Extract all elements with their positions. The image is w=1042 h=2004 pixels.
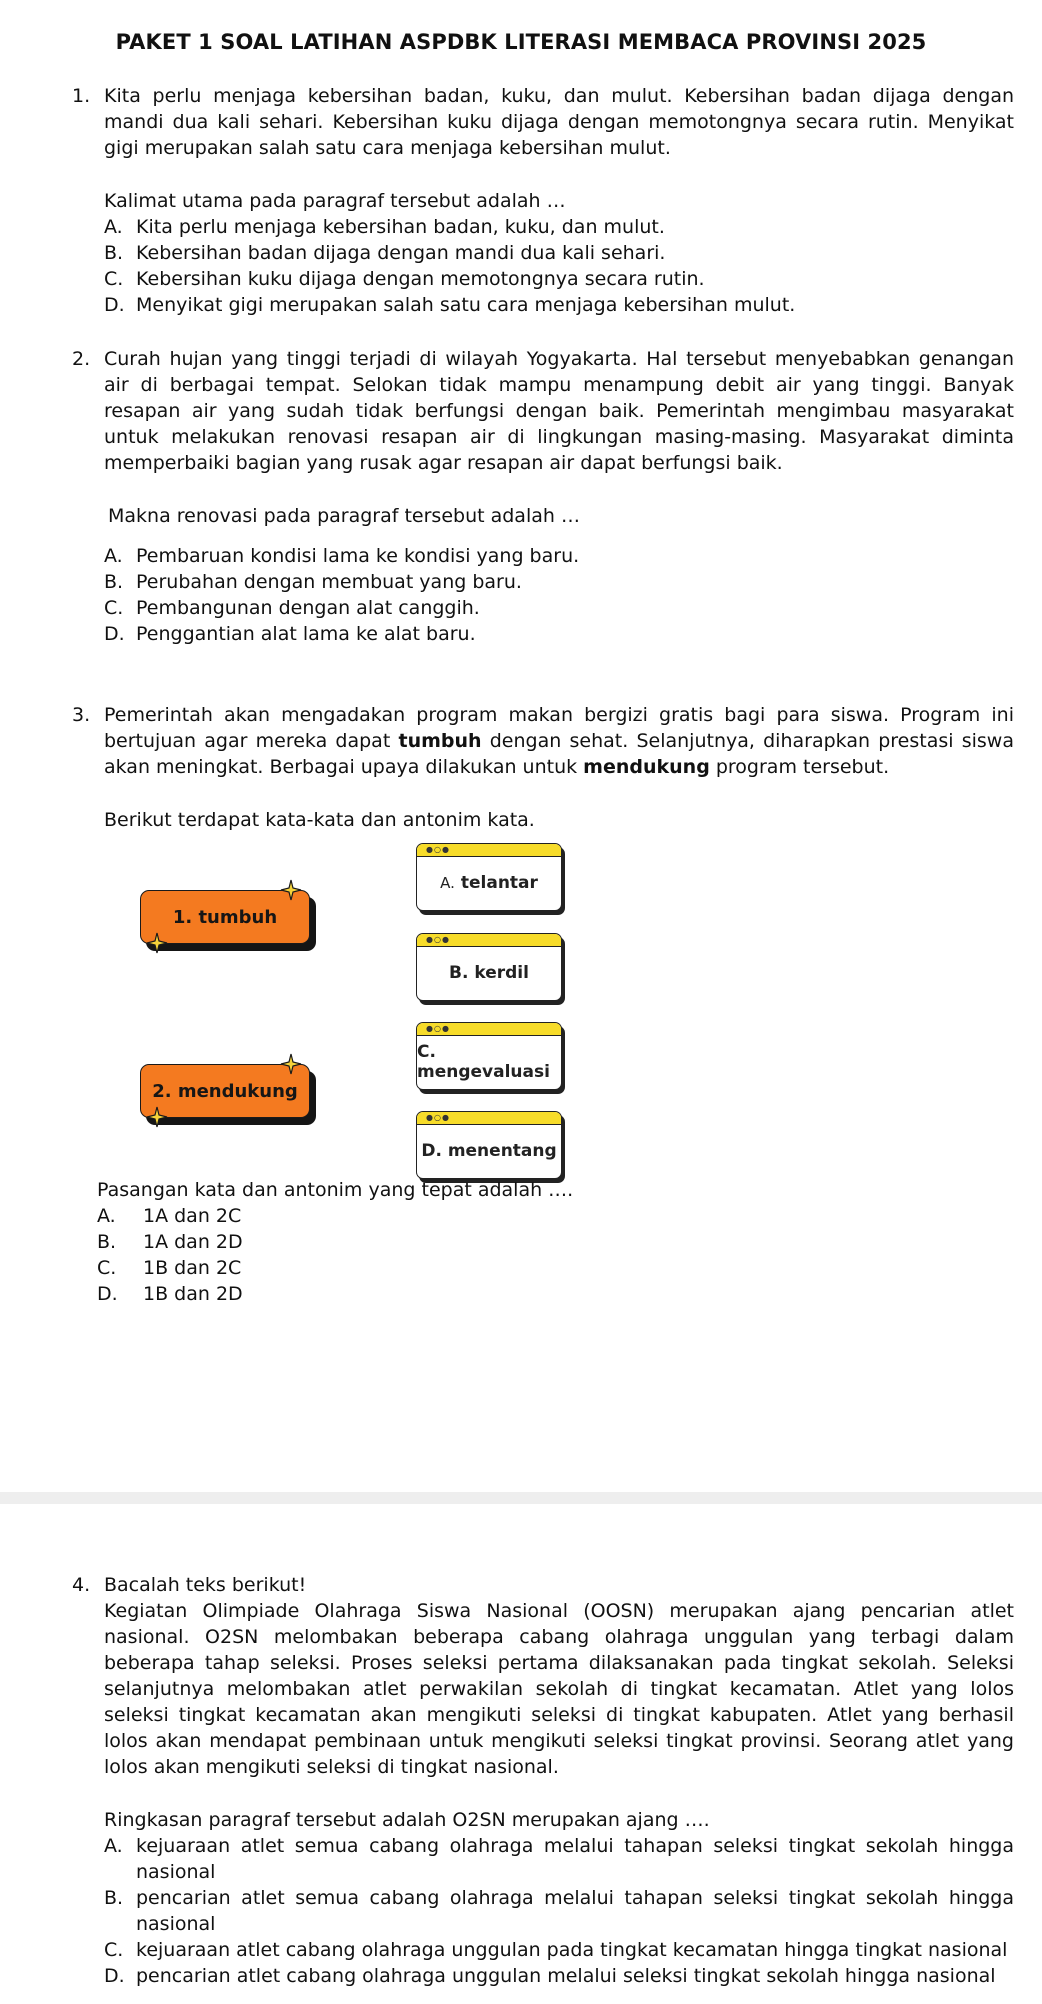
card-word: B. kerdil [449,963,529,983]
question-prompt: Kalimat utama pada paragraf tersebut adalah … [104,190,566,212]
option-b[interactable]: B. Kebersihan badan dijaga dengan mandi dua kali sehari. [104,242,666,264]
question-2 [72,346,1014,647]
question-intro: Berikut terdapat kata-kata dan antonim kata. [104,809,535,831]
option-a[interactable]: A. Pembaruan kondisi lama ke kondisi yang baru. [104,545,580,567]
window-dots-icon: ●○● [426,935,450,944]
option-a[interactable]: A. Kita perlu menjaga kebersihan badan, kuku, dan mulut. [104,216,665,238]
question-heading: Bacalah teks berikut! [104,1574,307,1596]
question-number: 1. [72,85,91,107]
bold-word-tumbuh: tumbuh [398,730,482,752]
question-prompt: Ringkasan paragraf tersebut adalah O2SN merupakan ajang …. [104,1809,710,1831]
sparkle-icon [146,932,168,954]
option-list [104,543,1014,647]
option-d[interactable]: D. 1B dan 2D [97,1283,243,1305]
option-d[interactable]: D. Penggantian alat lama ke alat baru. [104,623,476,645]
antonym-card-a: ●○● A. telantar [416,843,562,911]
option-list [104,214,1014,318]
sparkle-icon [280,879,302,901]
question-4 [72,1572,1014,1989]
word-tag-label: 2. mendukung [140,1064,310,1118]
option-list [104,1833,1014,1989]
card-word: D. menentang [421,1141,557,1161]
antonym-card-d [416,1111,562,1179]
page-two [0,1504,1042,2004]
question-paragraph: Kita perlu menjaga kebersihan badan, kuku, dan mulut. Kebersihan badan dijaga dengan mandi dua kali sehari. Kebersihan kuku dijaga dengan memotongnya secara rutin. Menyikat gigi merupakan salah satu cara menjaga kebersihan mulut. [104,85,1014,159]
question-prompt: Pasangan kata dan antonim yang tepat adalah …. [97,1179,574,1201]
option-c[interactable]: C. kejuaraan atlet cabang olahraga unggulan pada tingkat kecamatan hingga tingkat nasional [104,1939,1008,1961]
card-word: C. mengevaluasi [417,1042,550,1082]
option-list [97,1203,697,1307]
option-b[interactable]: B. Perubahan dengan membuat yang baru. [104,571,522,593]
option-b[interactable]: B. pencarian atlet semua cabang olahraga melalui tahapan seleksi tingkat sekolah hingga nasional [104,1887,1014,1935]
question-paragraph: Pemerintah akan mengadakan program makan bergizi gratis bagi para siswa. Program ini bertujuan agar mereka dapat tumbuh dengan sehat. Selanjutnya, diharapkan prestasi siswa akan meningkat. Berbagai upaya dilakukan untuk mendukung program tersebut. [104,704,1014,778]
question-3 [72,702,1014,833]
option-d[interactable]: D. Menyikat gigi merupakan salah satu cara menjaga kebersihan mulut. [104,294,796,316]
window-dots-icon: ●○● [426,1113,450,1122]
sparkle-icon [146,1106,168,1128]
window-dots-icon: ●○● [426,845,450,854]
word-tag-label: 1. tumbuh [140,890,310,944]
antonym-card-b [416,933,562,1001]
question-paragraph: Kegiatan Olimpiade Olahraga Siswa Nasional (OOSN) merupakan ajang pencarian atlet nasional. O2SN melombakan beberapa cabang olahraga unggulan yang terbagi dalam beberapa tahap seleksi. Proses seleksi pertama dilaksanakan pada tingkat sekolah. Seleksi selanjutnya melombakan atlet perwakilan sekolah di tingkat kecamatan. Atlet yang lolos seleksi tingkat kecamatan akan mengikuti seleksi di tingkat kabupaten. Atlet yang berhasil lolos akan mendapat pembinaan untuk mengikuti seleksi tingkat provinsi. Seorang atlet yang lolos akan mengikuti seleksi di tingkat nasional. [104,1600,1014,1778]
question-number: 2. [72,348,91,370]
question-number: 3. [72,704,91,726]
option-b[interactable]: B. 1A dan 2D [97,1231,243,1253]
question-paragraph: Curah hujan yang tinggi terjadi di wilayah Yogyakarta. Hal tersebut menyebabkan genangan air di berbagai tempat. Selokan tidak mampu menampung debit air yang tinggi. Banyak resapan air yang sudah tidak berfungsi dengan baik. Pemerintah mengimbau masyarakat untuk melakukan renovasi resapan air di lingkungan masing-masing. Masyarakat diminta memperbaiki bagian yang rusak agar resapan air dapat berfungsi baik. [104,348,1014,474]
question-3-answers [97,1177,697,1307]
card-word: telantar [460,873,538,893]
option-d[interactable]: D. pencarian atlet cabang olahraga unggulan melalui seleksi tingkat sekolah hingga nasional [104,1965,996,1987]
option-a[interactable]: A. kejuaraan atlet semua cabang olahraga melalui tahapan seleksi tingkat sekolah hingga nasional [104,1835,1014,1883]
document-title: PAKET 1 SOAL LATIHAN ASPDBK LITERASI MEMBACA PROVINSI 2025 [115,30,927,54]
antonym-card-c [416,1022,562,1090]
question-1 [72,83,1014,318]
option-c[interactable]: C. Kebersihan kuku dijaga dengan memotongnya secara rutin. [104,268,705,290]
page-separator [0,1492,1042,1504]
question-number: 4. [72,1574,91,1596]
option-c[interactable]: C. Pembangunan dengan alat canggih. [104,597,480,619]
option-a[interactable]: A. 1A dan 2C [97,1205,242,1227]
sparkle-icon [280,1053,302,1075]
option-c[interactable]: C. 1B dan 2C [97,1257,242,1279]
bold-word-mendukung: mendukung [583,756,710,778]
window-dots-icon: ●○● [426,1024,450,1033]
question-prompt: Makna renovasi pada paragraf tersebut adalah … [108,505,580,527]
